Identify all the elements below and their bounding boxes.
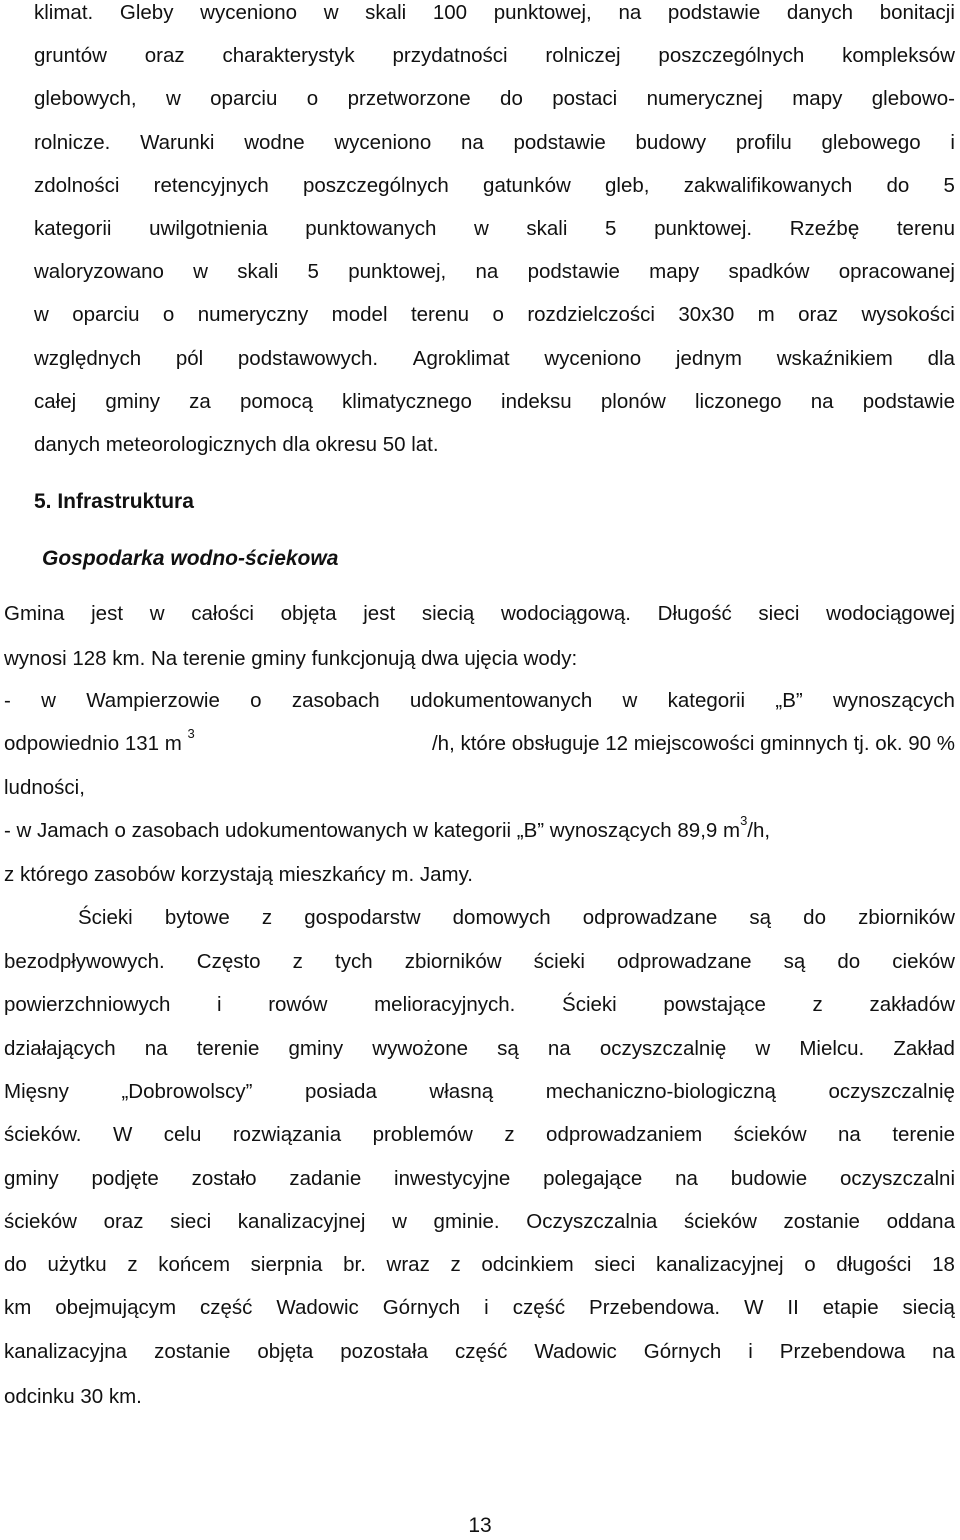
word: użytku — [47, 1253, 107, 1277]
word: rolniczej — [545, 44, 621, 68]
word: na — [810, 389, 834, 413]
word: oparciu — [210, 87, 278, 111]
word: ścieki — [533, 950, 585, 973]
word: inwestycyjne — [394, 1166, 511, 1190]
word: charakterystyk — [222, 44, 355, 68]
word: wyceniono — [200, 1, 298, 24]
word: km — [4, 1296, 32, 1320]
word: z — [292, 950, 303, 973]
word: skali — [237, 260, 279, 284]
word: tych — [335, 950, 373, 973]
word: w — [755, 1036, 771, 1060]
word: liczonego — [694, 389, 782, 413]
word: z — [127, 1253, 138, 1277]
word: oczyszczalnię — [828, 1079, 955, 1103]
word: oczyszczalnię — [599, 1036, 727, 1060]
word: punktowanych — [305, 217, 437, 240]
subsection-heading: Gospodarka wodno-ściekowa — [42, 547, 339, 570]
word: W — [744, 1296, 764, 1320]
word: glebowego — [821, 130, 921, 154]
word: sieci — [170, 1209, 212, 1233]
section-heading: 5. Infrastruktura — [34, 490, 194, 513]
word: W — [112, 1123, 133, 1147]
word: Gmina — [4, 602, 65, 625]
intake1-text-b: /h, które obsługuje 12 miejscowości gminnych tj. ok. 90 % — [431, 732, 955, 755]
word: o — [250, 689, 262, 712]
word: oraz — [144, 44, 185, 68]
paragraph-line — [34, 388, 955, 416]
paragraph-line — [34, 345, 955, 373]
paragraph-line — [4, 1338, 955, 1366]
word: punktowej, — [348, 260, 447, 284]
word: domowych — [452, 906, 551, 929]
word: Warunki — [140, 130, 215, 154]
word: danych — [786, 1, 854, 24]
word: poszczególnych — [658, 44, 805, 68]
word: podstawie — [527, 260, 620, 284]
word: Gleby — [119, 1, 174, 24]
word: zakładów — [869, 993, 955, 1017]
word: i — [217, 993, 222, 1017]
word: z — [812, 993, 823, 1017]
word: 30x30 — [678, 303, 735, 327]
word: część — [512, 1296, 566, 1320]
word: zostanie — [154, 1339, 231, 1363]
word: do — [803, 906, 826, 929]
word: rozdzielczości — [527, 303, 655, 327]
word: poszczególnych — [302, 173, 449, 197]
word: końcem — [158, 1253, 231, 1277]
word: Wadowic — [276, 1296, 359, 1320]
word: do — [500, 87, 523, 111]
paragraph-line — [4, 1294, 955, 1322]
paragraph-line — [4, 1208, 955, 1236]
word: - — [4, 689, 11, 712]
word: gospodarstw — [304, 906, 421, 929]
word: Długość — [657, 602, 732, 625]
word: budowie — [730, 1166, 808, 1190]
word: punktowej, — [493, 1, 592, 24]
word: powierzchniowych — [4, 993, 171, 1017]
word: Rzeźbę — [789, 217, 860, 240]
word: Przebendowa — [779, 1339, 906, 1363]
word: objęta — [257, 1339, 314, 1363]
word: kategorii — [34, 217, 112, 240]
word: objęta — [280, 602, 337, 625]
paragraph-line — [34, 129, 955, 157]
word: wodne — [244, 130, 305, 154]
word: z — [261, 906, 273, 929]
word: numerycznej — [646, 87, 763, 111]
list-item-intake-jamy: - w Jamach o zasobach udokumentowanych w kategorii „B” wynoszących 89,9 $m^3/h$, — [4, 813, 771, 842]
word: w — [392, 1209, 407, 1233]
paragraph-line — [4, 600, 955, 628]
word: kanalizacyjnej — [237, 1209, 366, 1233]
word: względnych — [34, 346, 142, 370]
word: opracowanej — [838, 260, 955, 284]
word: część — [455, 1339, 508, 1363]
word: o — [804, 1253, 816, 1277]
word: ścieków — [4, 1209, 77, 1233]
word: „B” — [775, 689, 803, 712]
word: na — [547, 1036, 571, 1060]
word: Wadowic — [534, 1339, 617, 1363]
word: 5 — [307, 260, 319, 284]
word: odprowadzane — [617, 950, 752, 973]
word: na — [675, 1166, 698, 1190]
word: 100 — [432, 1, 468, 24]
word: na — [475, 260, 499, 284]
word: terenu — [896, 217, 955, 240]
word: podstawie — [513, 130, 606, 154]
word: zostanie — [783, 1209, 860, 1233]
word: zasobach — [291, 689, 380, 712]
word: odprowadzaniem — [546, 1123, 703, 1147]
word: bonitacji — [879, 1, 955, 24]
word: długości — [836, 1253, 912, 1277]
word: z — [504, 1123, 515, 1147]
word: „Dobrowolscy” — [121, 1079, 253, 1103]
paragraph-line: z którego zasobów korzystają mieszkańcy m. Jamy. — [4, 863, 473, 886]
word: jest — [91, 602, 124, 625]
word: rozwiązania — [232, 1123, 342, 1147]
word: oczyszczalni — [839, 1166, 955, 1190]
word: rolnicze. — [34, 130, 111, 154]
word: całej — [34, 389, 77, 413]
word: jednym — [675, 346, 742, 370]
word: mapy — [792, 87, 843, 111]
word: do — [4, 1253, 27, 1277]
word: na — [932, 1339, 955, 1363]
word: budowy — [635, 130, 707, 154]
paragraph-line — [34, 172, 955, 200]
word: kategorii — [667, 689, 746, 712]
paragraph-line — [4, 948, 955, 976]
word: w — [34, 303, 49, 327]
word: Oczyszczalnia — [526, 1209, 658, 1233]
word: na — [460, 130, 484, 154]
word: przydatności — [392, 44, 508, 68]
word: w — [323, 1, 339, 24]
word: kanalizacyjna — [4, 1339, 128, 1363]
word: własną — [429, 1079, 494, 1103]
word: na — [144, 1036, 168, 1060]
word: wywożone — [372, 1036, 469, 1060]
page-number: 13 — [468, 1514, 492, 1537]
word: wyceniono — [334, 130, 432, 154]
word: część — [200, 1296, 253, 1320]
word: odcinkiem — [481, 1253, 574, 1277]
word: postaci — [552, 87, 618, 111]
paragraph-line: wynosi 128 km. Na terenie gminy funkcjonują dwa ujęcia wody: — [4, 647, 578, 670]
word: na — [838, 1123, 861, 1147]
word: kanalizacyjnej — [655, 1253, 784, 1277]
word: model — [331, 303, 388, 327]
word: waloryzowano — [34, 260, 164, 284]
word: na — [618, 1, 642, 24]
word: ścieków — [733, 1123, 807, 1147]
word: gminy — [288, 1036, 344, 1060]
word: z — [450, 1253, 461, 1277]
word: wskaźnikiem — [776, 346, 893, 370]
word: w — [473, 217, 489, 240]
word: zakwalifikowanych — [683, 173, 853, 197]
word: punktowej. — [654, 217, 753, 240]
word: problemów — [372, 1123, 473, 1147]
word: są — [749, 906, 772, 929]
word: 5 — [943, 173, 955, 197]
word: udokumentowanych — [409, 689, 593, 712]
paragraph-line — [4, 687, 955, 715]
word: pozostała — [340, 1339, 429, 1363]
word: w — [149, 602, 165, 625]
word: oraz — [798, 303, 839, 327]
word: w — [193, 260, 208, 284]
word: Mięsny — [4, 1079, 69, 1103]
word: gatunków — [483, 173, 571, 197]
word: sierpnia — [250, 1253, 323, 1277]
paragraph-line: ludności, — [4, 776, 85, 799]
word: oparciu — [72, 303, 140, 327]
word: cieków — [892, 950, 955, 973]
word: klimat. — [34, 1, 94, 24]
word: uwilgotnienia — [149, 217, 268, 240]
word: podstawie — [667, 1, 761, 24]
word: podstawowych. — [237, 346, 379, 370]
paragraph-line: odcinku 30 km. — [4, 1385, 142, 1408]
word: terenu — [410, 303, 470, 327]
word: wodociągowej — [826, 602, 955, 625]
word: zostało — [191, 1166, 257, 1190]
word: zdolności — [34, 173, 120, 197]
word: posiada — [305, 1079, 377, 1103]
word: celu — [163, 1123, 202, 1147]
word: gleb, — [605, 173, 650, 197]
word: pól — [175, 346, 204, 370]
word: glebowych, — [34, 87, 137, 111]
paragraph-line — [4, 1078, 955, 1106]
paragraph-line — [4, 1121, 955, 1149]
word: o — [492, 303, 504, 327]
word: numeryczny — [197, 303, 309, 327]
word: w — [41, 689, 56, 712]
word: Przebendowa. — [589, 1296, 721, 1320]
word: polegające — [543, 1166, 643, 1190]
word: za — [189, 389, 211, 413]
word: spadków — [728, 260, 810, 284]
word: siecią — [902, 1296, 955, 1320]
word: retencyjnych — [153, 173, 269, 197]
word: Ścieki — [78, 906, 133, 929]
word: w — [622, 689, 638, 712]
word: wynoszących — [833, 689, 955, 712]
word: skali — [526, 217, 568, 240]
paragraph-line — [34, 0, 955, 27]
word: odprowadzane — [582, 906, 718, 929]
paragraph-line — [34, 215, 955, 243]
word: do — [837, 950, 861, 973]
paragraph-line — [78, 904, 955, 932]
word: 18 — [932, 1253, 955, 1277]
word: Często — [196, 950, 261, 973]
word: rowów — [268, 993, 328, 1017]
word: bezodpływowych. — [4, 950, 165, 973]
word: m — [757, 303, 775, 327]
word: Agroklimat — [412, 346, 510, 370]
word: Zakład — [893, 1036, 955, 1060]
paragraph-line — [4, 726, 955, 758]
word: gruntów — [34, 44, 107, 68]
word: powstające — [663, 993, 766, 1017]
word: br. — [343, 1253, 366, 1277]
word: pomocą — [239, 389, 313, 413]
word: 5 — [605, 217, 617, 240]
paragraph-line — [4, 1165, 955, 1193]
word: i — [748, 1339, 753, 1363]
word: wodociągową. — [501, 602, 631, 625]
word: ścieków — [683, 1209, 757, 1233]
word: klimatycznego — [342, 389, 472, 413]
word: gminy — [4, 1166, 59, 1190]
word: sieci — [758, 602, 800, 625]
word: zadanie — [289, 1166, 362, 1190]
word: terenie — [892, 1123, 955, 1147]
word: są — [497, 1036, 519, 1060]
paragraph-line — [4, 991, 955, 1019]
word: profilu — [735, 130, 792, 154]
word: wraz — [386, 1253, 430, 1277]
word: działających — [4, 1036, 116, 1060]
word: przetworzone — [347, 87, 471, 111]
word: Górnych — [643, 1339, 722, 1363]
word: są — [783, 950, 806, 973]
word: plonów — [600, 389, 666, 413]
word: i — [484, 1296, 489, 1320]
word: obejmującym — [55, 1296, 177, 1320]
word: podstawie — [862, 389, 955, 413]
word: wyceniono — [544, 346, 642, 370]
word: bytowe — [164, 906, 230, 929]
word: dla — [927, 346, 955, 370]
paragraph-line — [34, 42, 955, 70]
word: do — [886, 173, 910, 197]
word: wysokości — [861, 303, 955, 327]
word: siecią — [421, 602, 475, 625]
paragraph-line — [34, 85, 955, 113]
word: oddana — [886, 1209, 955, 1233]
word: gminy — [105, 389, 160, 413]
word: o — [306, 87, 319, 111]
paragraph-line — [4, 1035, 955, 1063]
word: mapy — [649, 260, 700, 284]
word: jest — [363, 602, 396, 625]
word: zbiorników — [858, 906, 955, 929]
word: II — [787, 1296, 799, 1320]
word: o — [162, 303, 175, 327]
paragraph-line — [4, 1251, 955, 1279]
word: melioracyjnych. — [374, 993, 516, 1017]
word: skali — [365, 1, 407, 24]
word: Górnych — [382, 1296, 461, 1320]
paragraph-line — [34, 258, 955, 286]
word: sieci — [594, 1253, 636, 1277]
word: indeksu — [501, 389, 572, 413]
word: Mielcu. — [799, 1036, 865, 1060]
word: terenie — [196, 1036, 260, 1060]
word: etapie — [822, 1296, 879, 1320]
paragraph-line: danych meteorologicznych dla okresu 50 lat. — [34, 433, 439, 456]
word: gminie. — [433, 1209, 500, 1233]
word: oraz — [103, 1209, 144, 1233]
word: i — [950, 130, 955, 154]
word: mechaniczno-biologiczną — [545, 1079, 776, 1103]
word: zbiorników — [404, 950, 502, 973]
paragraph-line — [34, 301, 955, 329]
word: ścieków. — [4, 1123, 82, 1147]
word: całości — [191, 602, 254, 625]
word: Ścieki — [562, 993, 617, 1017]
word: kompleksów — [842, 44, 955, 68]
word: w — [165, 87, 181, 111]
word: glebowo- — [871, 87, 955, 111]
word: podjęte — [91, 1166, 159, 1190]
word: Wampierzowie — [86, 689, 220, 712]
intake1-text-a: odpowiednio 131 m $^3$ — [4, 726, 195, 755]
